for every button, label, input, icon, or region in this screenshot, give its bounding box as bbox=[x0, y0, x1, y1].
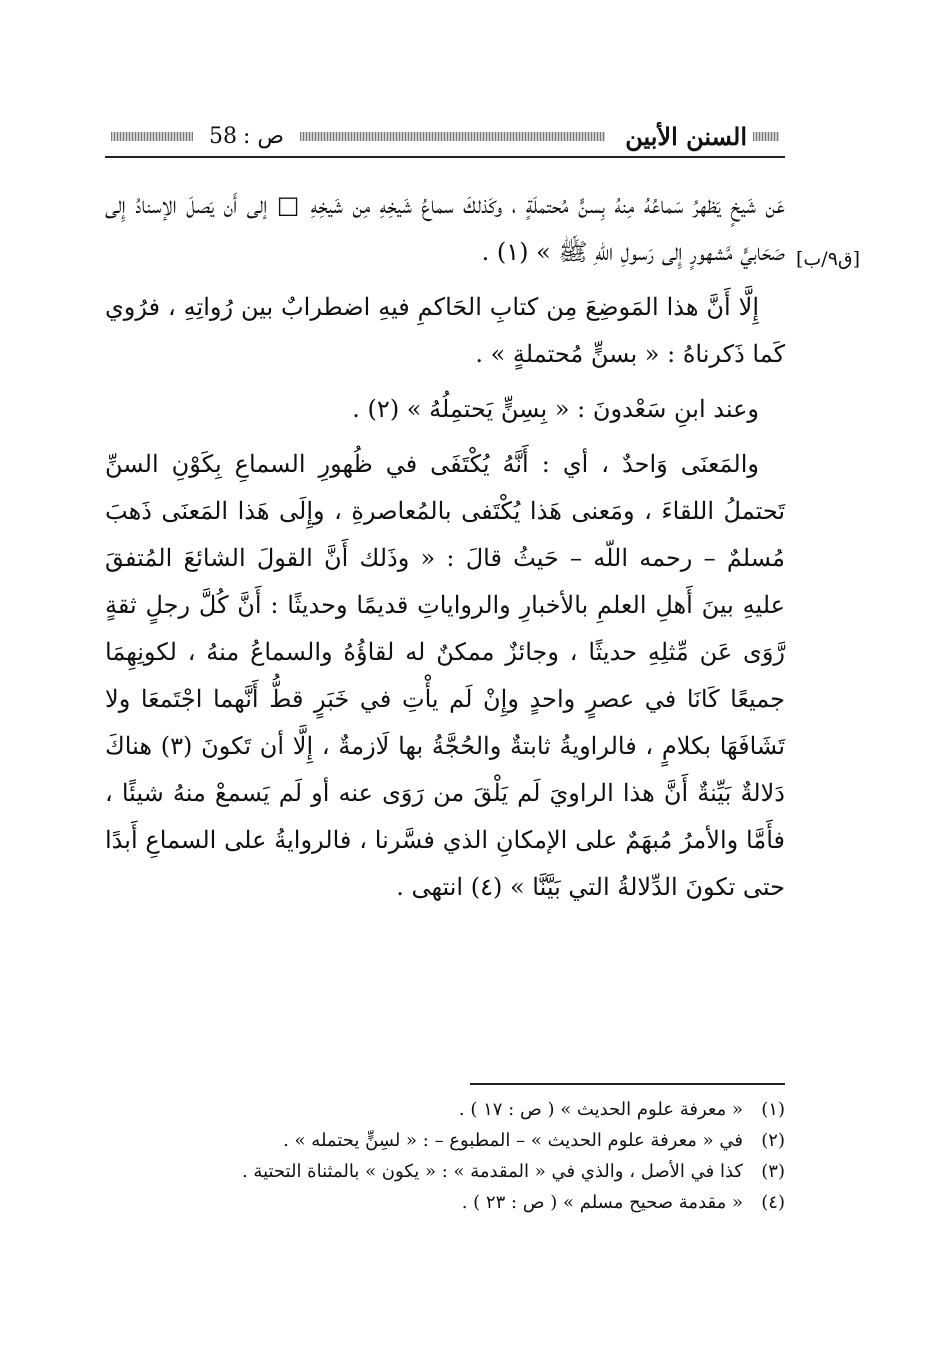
paragraph-1: عَن شَيخٍ يَظهرُ سَماعُهُ مِنهُ بِسنٍّ مُحتملَةٍ ، وكَذلكَ سماعُ شَيخِهِ مِن شَيخِهِ □ إلى أَن يَصلَ الإسنادُ إِلى صَحَابيٍّ مَّشهورٍ إِلى رَسولِ اللّهِ ﷺ » (١) . bbox=[105, 191, 785, 266]
footnotes bbox=[105, 1094, 785, 1218]
footnote-item bbox=[105, 1125, 785, 1156]
running-header bbox=[105, 118, 785, 154]
footnote-number: (٢) bbox=[761, 1130, 785, 1151]
footnote-number: (٤) bbox=[761, 1192, 785, 1213]
header-ornament-middle bbox=[300, 132, 605, 141]
header-rule bbox=[105, 156, 785, 158]
header-ornament-right bbox=[753, 132, 779, 141]
margin-folio-note: [ق٩/ب] bbox=[796, 248, 861, 270]
header-page-label: ص : bbox=[243, 123, 285, 149]
footnote-text: في « معرفة علوم الحديث » – المطبوع – : « لسِنٍّ يحتمله » . bbox=[283, 1130, 743, 1151]
footnote-item bbox=[105, 1094, 785, 1125]
header-ornament-left bbox=[111, 132, 193, 141]
header-title: السنن الأبين bbox=[625, 121, 747, 151]
header-page-ref bbox=[209, 124, 284, 149]
footnote-text: « مقدمة صحيح مسلم » ( ص : ٢٣ ) . bbox=[461, 1192, 743, 1213]
paragraph-2: إِلَّا أَنَّ هذا المَوضِعَ مِن كتابِ الحَاكمِ فيهِ اضطرابٌ بين رُواتِهِ ، فرُوي كَما ذَكرناهُ : « بسنٍّ مُحتملةٍ » . bbox=[105, 293, 785, 368]
footnote-text: كذا في الأصل ، والذي في « المقدمة » : « يكون » بالمثناة التحتية . bbox=[241, 1161, 743, 1182]
footnote-item bbox=[105, 1156, 785, 1187]
footnote-number: (١) bbox=[761, 1099, 785, 1120]
footnote-item bbox=[105, 1187, 785, 1218]
footnote-rule bbox=[470, 1083, 785, 1085]
main-text bbox=[105, 182, 785, 919]
paragraph-3: وعند ابنِ سَعْدونَ : « بِسِنٍّ يَحتمِلُهُ » (٢) . bbox=[352, 395, 759, 423]
footnote-number: (٣) bbox=[761, 1161, 785, 1182]
footnote-text: « معرفة علوم الحديث » ( ص : ١٧ ) . bbox=[458, 1099, 743, 1120]
header-page-number: 58 bbox=[209, 123, 237, 149]
paragraph-4: والمَعنَى وَاحدٌ ، أي : أَنَّهُ يُكْتَفَى في ظُهورِ السماعِ بِكَوْنِ السنِّ تَحتملُ اللقاءَ ، ومَعنى هَذا يُكْتَفى بالمُعاصرةِ ، وإِلَى هَذا المَعنَى ذَهبَ مُسلمٌ – رحمه اللّه – حَيثُ قالَ : « وذَلك أَنَّ القولَ الشائعَ المُتفقَ عليهِ بينَ أَهلِ العلمِ بالأخبارِ والرواياتِ قديمًا وحديثًا : أَنَّ كُلَّ رجلٍ ثقةٍ رَّوَى عَن مِّثلِهِ حديثًا ، وجائزٌ ممكنٌ له لقاؤُهُ والسماعُ منهُ ، لكونِهِمَا جميعًا كَانَا في عصرٍ واحدٍ وإِنْ لَم يأْتِ في خَبَرٍ قطُّ أَنَّهما اجْتَمعَا ولا تَشَافَهَا بكلامٍ ، فالراويةُ ثابتةٌ والحُجَّةُ بها لَازمةٌ ، إِلَّا أن تَكونَ (٣) هناكَ دَلالةٌ بَيِّنةٌ أَنَّ هذا الراويَ لَم يَلْقَ من رَوَى عنه أو لَم يَسمعْ منهُ شيئًا ، فأَمَّا والأمرُ مُبهَمٌ على الإمكانِ الذي فسَّرنا ، فالروايةُ على السماعِ أَبدًا حتى تكونَ الدِّلالةُ التي بَيَّنَّا » (٤) انتهى . bbox=[105, 450, 785, 901]
